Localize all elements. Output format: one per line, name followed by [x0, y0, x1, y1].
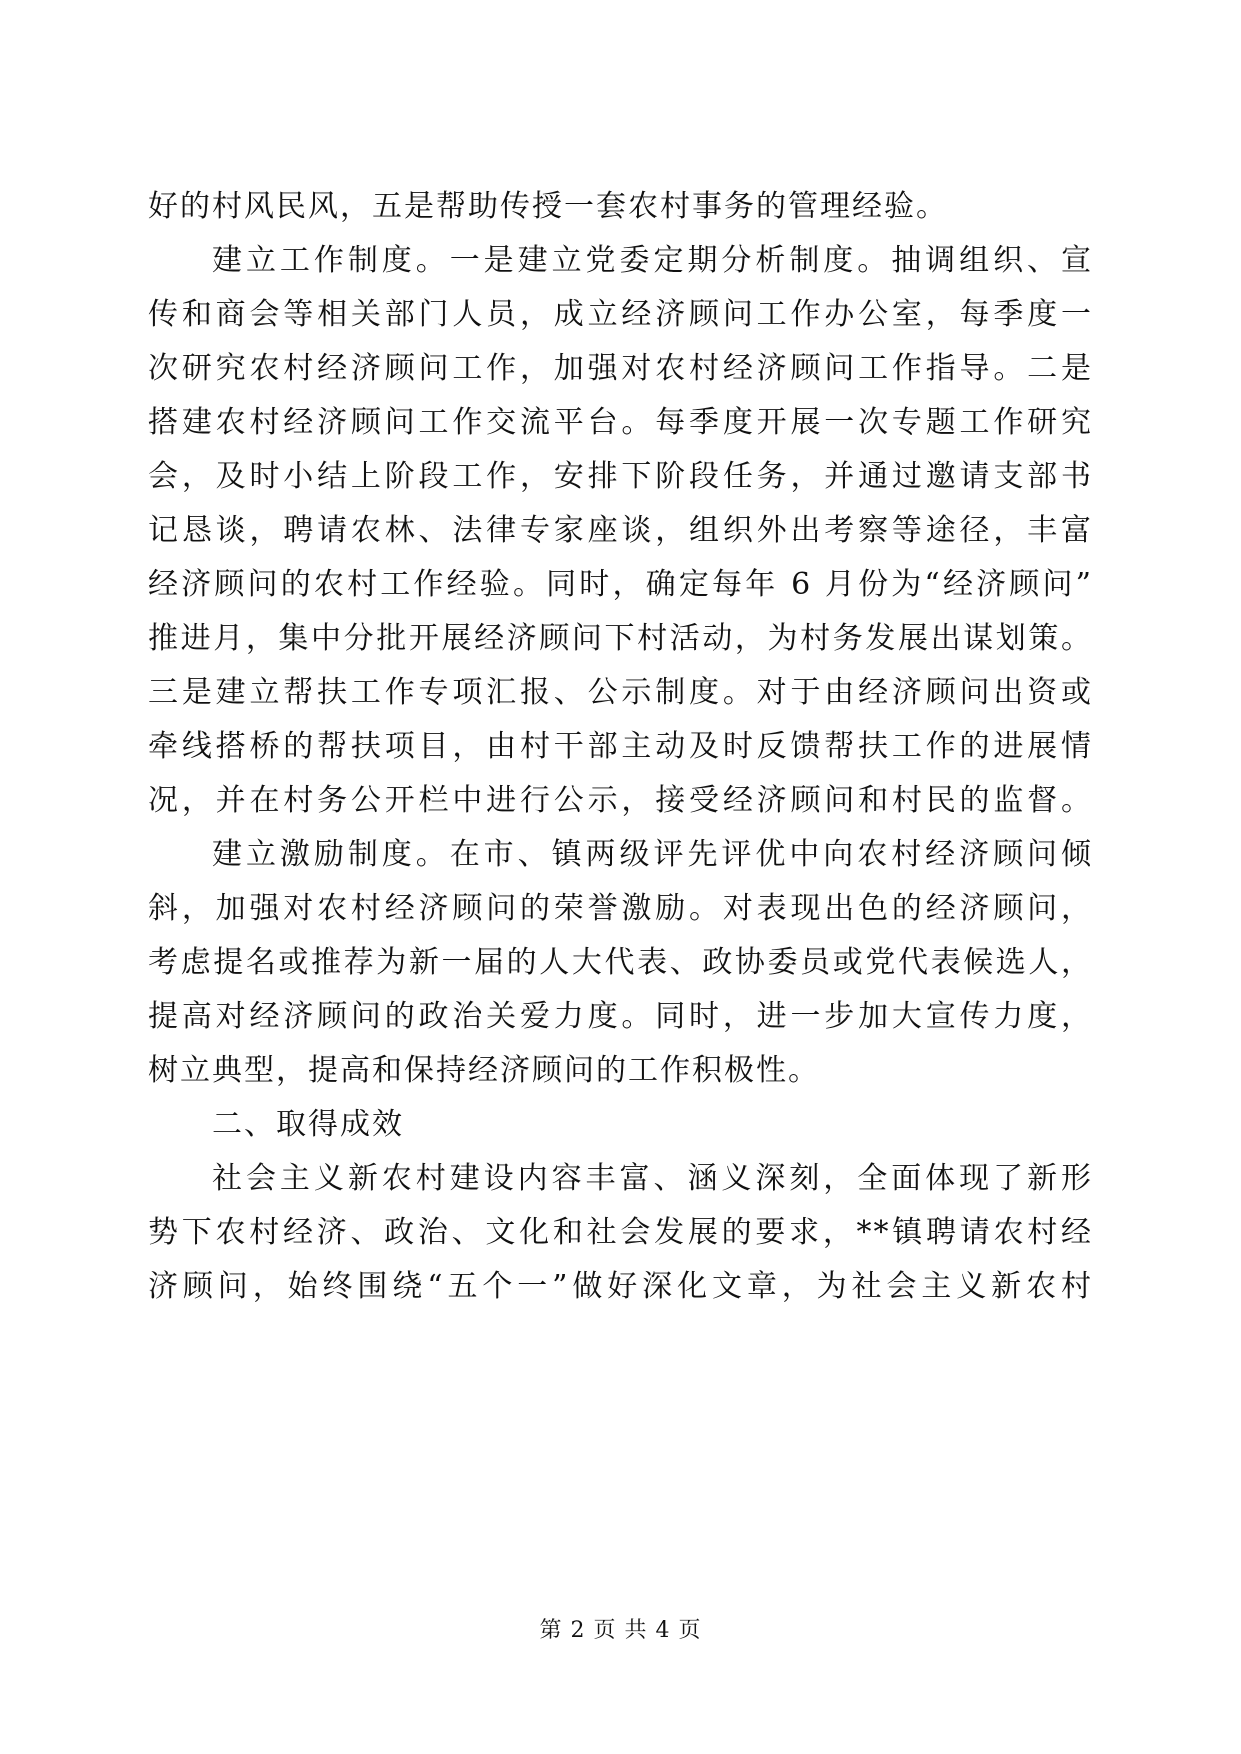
- document-body: [148, 180, 1093, 1314]
- text-line-5: 搭建农村经济顾问工作交流平台。每季度开展一次专题工作研究: [148, 405, 1093, 440]
- text-line-15: 考虑提名或推荐为新一届的人大代表、政协委员或党代表候选人，: [148, 945, 1093, 980]
- text-line-13: 建立激励制度。在市、镇两级评先评优中向农村经济顾问倾: [212, 837, 1093, 872]
- text-line-4: 次研究农村经济顾问工作，加强对农村经济顾问工作指导。二是: [148, 351, 1093, 386]
- text-line-10: 三是建立帮扶工作专项汇报、公示制度。对于由经济顾问出资或: [148, 675, 1093, 710]
- text-line-17: 树立典型，提高和保持经济顾问的工作积极性。: [148, 1053, 820, 1088]
- text-line-14: 斜，加强对农村经济顾问的荣誉激励。对表现出色的经济顾问，: [148, 891, 1093, 926]
- text-line-7: 记恳谈，聘请农林、法律专家座谈，组织外出考察等途径，丰富: [148, 513, 1093, 548]
- text-line-1: 好的村风民风，五是帮助传授一套农村事务的管理经验。: [148, 189, 948, 224]
- text-line-20: 势下农村经济、政治、文化和社会发展的要求，**镇聘请农村经: [148, 1215, 1093, 1250]
- text-line-19: 社会主义新农村建设内容丰富、涵义深刻，全面体现了新形: [212, 1161, 1093, 1196]
- text-line-2: 建立工作制度。一是建立党委定期分析制度。抽调组织、宣: [212, 243, 1093, 278]
- text-line-16: 提高对经济顾问的政治关爱力度。同时，进一步加大宣传力度，: [148, 999, 1093, 1034]
- text-line-12: 况，并在村务公开栏中进行公示，接受经济顾问和村民的监督。: [148, 783, 1093, 818]
- text-line-9: 推进月，集中分批开展经济顾问下村活动，为村务发展出谋划策。: [148, 621, 1093, 656]
- text-line-8: 经济顾问的农村工作经验。同时，确定每年 6 月份为“经济顾问”: [148, 567, 1093, 602]
- page-number-footer: 第 2 页 共 4 页: [539, 1618, 702, 1643]
- text-line-11: 牵线搭桥的帮扶项目，由村干部主动及时反馈帮扶工作的进展情: [148, 729, 1093, 764]
- text-line-21: 济顾问，始终围绕“五个一”做好深化文章，为社会主义新农村: [148, 1269, 1093, 1304]
- text-line-6: 会，及时小结上阶段工作，安排下阶段任务，并通过邀请支部书: [148, 459, 1093, 494]
- text-line-3: 传和商会等相关部门人员，成立经济顾问工作办公室，每季度一: [148, 297, 1093, 332]
- section-heading: 二、取得成效: [212, 1107, 404, 1142]
